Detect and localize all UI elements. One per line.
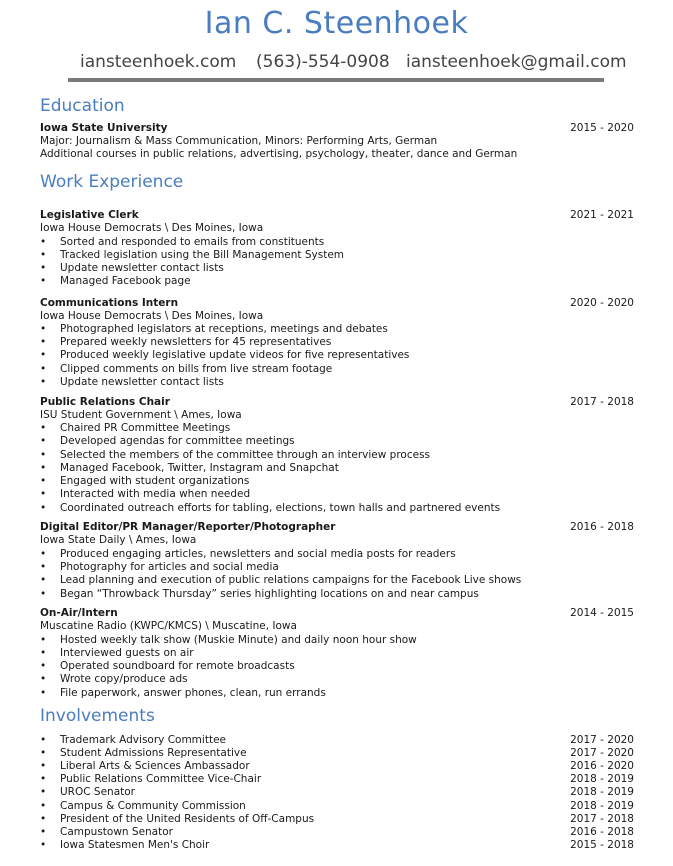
bullet-icon: • [40,475,47,487]
job-org: Iowa House Democrats \ Des Moines, Iowa [40,222,264,234]
job-bullet: • Operated soundboard for remote broadcasts [40,660,295,672]
bullet-icon: • [40,363,47,375]
involvement-item: • UROC Senator [40,786,135,798]
phone-number[interactable]: (563)-554-0908 [256,52,390,72]
involvement-item: • Iowa Statesmen Men's Choir [40,839,210,851]
job-bullet: • Produced engaging articles, newsletters and social media posts for readers [40,548,456,560]
job-title: On-Air/Intern [40,607,118,619]
involvement-dates: 2017 - 2018 [570,813,634,825]
bullet-icon: • [40,502,47,514]
involvement-dates: 2016 - 2018 [570,826,634,838]
involvement-dates: 2015 - 2018 [570,839,634,851]
bullet-icon: • [40,349,47,361]
bullet-icon: • [40,323,47,335]
bullet-icon: • [40,236,47,248]
job-title: Public Relations Chair [40,396,170,408]
job-bullet: • Managed Facebook page [40,275,191,287]
bullet-icon: • [40,336,47,348]
bullet-icon: • [40,634,47,646]
job-bullet: • Coordinated outreach efforts for tabling, elections, town halls and partnered events [40,502,501,514]
involvement-item: • Trademark Advisory Committee [40,734,226,746]
bullet-icon: • [40,249,47,261]
bullet-icon: • [40,275,47,287]
job-org: Iowa House Democrats \ Des Moines, Iowa [40,310,264,322]
job-bullet: • Selected the members of the committee through an interview process [40,449,431,461]
bullet-icon: • [40,839,47,851]
job-bullet: • Managed Facebook, Twitter, Instagram and Snapchat [40,462,339,474]
job-org: ISU Student Government \ Ames, Iowa [40,409,242,421]
job-bullet: • Developed agendas for committee meetings [40,435,295,447]
involvement-dates: 2016 - 2020 [570,760,634,772]
job-bullet: • Sorted and responded to emails from constituents [40,236,325,248]
bullet-icon: • [40,449,47,461]
involvement-dates: 2017 - 2020 [570,734,634,746]
job-title: Digital Editor/PR Manager/Reporter/Photographer [40,521,336,533]
job-bullet: • Interacted with media when needed [40,488,251,500]
job-bullet: • Update newsletter contact lists [40,376,224,388]
bullet-icon: • [40,673,47,685]
job-bullet: • Wrote copy/produce ads [40,673,188,685]
job-bullet: • Lead planning and execution of public relations campaigns for the Facebook Live shows [40,574,522,586]
school-name: Iowa State University [40,122,168,134]
applicant-name: Ian C. Steenhoek [204,6,469,41]
bullet-icon: • [40,760,47,772]
involvement-dates: 2018 - 2019 [570,786,634,798]
education-dates: 2015 - 2020 [570,122,634,134]
education-additional: Additional courses in public relations, advertising, psychology, theater, dance and German [40,148,518,160]
work-heading: Work Experience [40,172,184,192]
job-bullet: • Photography for articles and social media [40,561,279,573]
email-link[interactable]: iansteenhoek@gmail.com [406,52,627,72]
job-bullet: • Chaired PR Committee Meetings [40,422,231,434]
involvement-item: • Campustown Senator [40,826,173,838]
bullet-icon: • [40,826,47,838]
bullet-icon: • [40,462,47,474]
job-dates: 2021 - 2021 [570,209,634,221]
job-dates: 2014 - 2015 [570,607,634,619]
job-bullet: • Hosted weekly talk show (Muskie Minute) and daily noon hour show [40,634,417,646]
header-divider [68,78,604,82]
bullet-icon: • [40,422,47,434]
job-bullet: • Engaged with student organizations [40,475,250,487]
job-dates: 2017 - 2018 [570,396,634,408]
bullet-icon: • [40,773,47,785]
bullet-icon: • [40,687,47,699]
job-bullet: • Interviewed guests on air [40,647,194,659]
job-bullet: • Clipped comments on bills from live stream footage [40,363,333,375]
bullet-icon: • [40,588,47,600]
job-bullet: • Photographed legislators at receptions, meetings and debates [40,323,388,335]
bullet-icon: • [40,747,47,759]
job-bullet: • Tracked legislation using the Bill Management System [40,249,345,261]
bullet-icon: • [40,734,47,746]
education-major: Major: Journalism & Mass Communication, Minors: Performing Arts, German [40,135,438,147]
bullet-icon: • [40,376,47,388]
job-bullet: • Produced weekly legislative update videos for five representatives [40,349,410,361]
involvement-item: • Student Admissions Representative [40,747,247,759]
job-bullet: • File paperwork, answer phones, clean, run errands [40,687,326,699]
involvements-heading: Involvements [40,706,155,726]
job-bullet: • Prepared weekly newsletters for 45 representatives [40,336,332,348]
bullet-icon: • [40,561,47,573]
job-dates: 2020 - 2020 [570,297,634,309]
involvement-item: • Liberal Arts & Sciences Ambassador [40,760,250,772]
website-link[interactable]: iansteenhoek.com [80,52,237,72]
involvement-dates: 2018 - 2019 [570,773,634,785]
job-bullet: • Update newsletter contact lists [40,262,224,274]
bullet-icon: • [40,488,47,500]
bullet-icon: • [40,435,47,447]
involvement-item: • Public Relations Committee Vice-Chair [40,773,262,785]
job-org: Muscatine Radio (KWPC/KMCS) \ Muscatine, Iowa [40,620,297,632]
involvement-item: • President of the United Residents of Off-Campus [40,813,315,825]
job-bullet: • Began “Throwback Thursday” series highlighting locations on and near campus [40,588,479,600]
bullet-icon: • [40,647,47,659]
bullet-icon: • [40,548,47,560]
bullet-icon: • [40,262,47,274]
job-title: Legislative Clerk [40,209,139,221]
bullet-icon: • [40,813,47,825]
bullet-icon: • [40,660,47,672]
involvement-dates: 2018 - 2019 [570,800,634,812]
bullet-icon: • [40,574,47,586]
job-org: Iowa State Daily \ Ames, Iowa [40,534,197,546]
job-title: Communications Intern [40,297,179,309]
education-heading: Education [40,96,125,116]
involvement-item: • Campus & Community Commission [40,800,246,812]
bullet-icon: • [40,800,47,812]
involvement-dates: 2017 - 2020 [570,747,634,759]
job-dates: 2016 - 2018 [570,521,634,533]
bullet-icon: • [40,786,47,798]
